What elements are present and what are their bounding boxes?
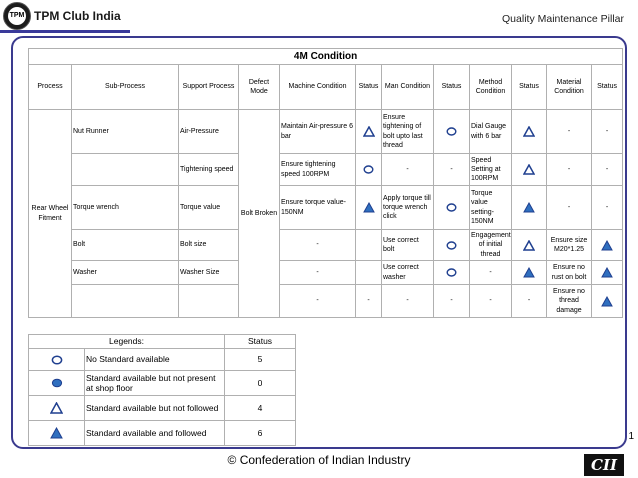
header-man: Man Condition	[382, 65, 434, 110]
status-cell: -	[592, 110, 623, 154]
subprocess-cell: Nut Runner	[72, 110, 179, 154]
legend-count: 4	[225, 396, 296, 421]
status-cell: -	[512, 285, 547, 318]
status-cell	[434, 186, 470, 230]
status-cell	[434, 230, 470, 261]
defect-cell: Bolt Broken	[239, 110, 280, 318]
material-cell: Ensure no rust on bolt	[547, 261, 592, 285]
triangle-filled-icon	[523, 267, 535, 278]
status-cell	[592, 230, 623, 261]
legend-count: 0	[225, 371, 296, 396]
triangle-outline-icon	[363, 126, 375, 137]
legend-status-header: Status	[225, 335, 296, 349]
legend-label: Standard available but not present at shop floor	[85, 371, 225, 396]
method-cell: Speed Setting at 100RPM	[470, 154, 512, 186]
page-number: 1	[628, 431, 634, 442]
legend-count: 6	[225, 421, 296, 446]
status-cell	[356, 230, 382, 261]
support-cell: Tightening speed	[179, 154, 239, 186]
header-defect: Defect Mode	[239, 65, 280, 110]
man-cell: -	[382, 285, 434, 318]
header-material: Material Condition	[547, 65, 592, 110]
machine-cell: -	[280, 230, 356, 261]
circle-outline-icon	[446, 268, 457, 277]
triangle-outline-icon	[523, 240, 535, 251]
header-accent-bar	[0, 30, 130, 33]
circle-outline-icon	[446, 241, 457, 250]
support-cell	[179, 285, 239, 318]
triangle-outline-icon	[523, 164, 535, 175]
status-cell	[356, 154, 382, 186]
table-row	[29, 110, 623, 154]
machine-cell: Maintain Air-pressure 6 bar	[280, 110, 356, 154]
subprocess-cell: Torque wrench	[72, 186, 179, 230]
subprocess-cell	[72, 285, 179, 318]
status-cell	[512, 110, 547, 154]
table-row	[29, 285, 623, 318]
status-cell	[512, 230, 547, 261]
status-cell	[592, 261, 623, 285]
subprocess-cell: Bolt	[72, 230, 179, 261]
status-cell	[356, 110, 382, 154]
legend-label: Standard available but not followed	[85, 396, 225, 421]
support-cell: Washer Size	[179, 261, 239, 285]
man-cell: Apply torque till torque wrench click	[382, 186, 434, 230]
pillar-title: Quality Maintenance Pillar	[502, 13, 624, 25]
material-cell: -	[547, 154, 592, 186]
table-title: 4M Condition	[29, 49, 623, 65]
circle-outline-icon	[51, 355, 63, 365]
triangle-filled-icon	[601, 240, 613, 251]
method-cell: -	[470, 285, 512, 318]
circle-outline-icon	[446, 203, 457, 212]
status-cell	[356, 186, 382, 230]
triangle-filled-icon	[363, 202, 375, 213]
header-status: Status	[512, 65, 547, 110]
method-cell: Dial Gauge with 6 bar	[470, 110, 512, 154]
header-status: Status	[592, 65, 623, 110]
machine-cell: Ensure torque value-150NM	[280, 186, 356, 230]
circle-outline-icon	[446, 127, 457, 136]
man-cell: Use correct bolt	[382, 230, 434, 261]
method-cell: Engagement of initial thread	[470, 230, 512, 261]
subprocess-cell: Washer	[72, 261, 179, 285]
circle-filled-icon	[51, 378, 63, 388]
triangle-filled-icon	[523, 202, 535, 213]
legend-label: No Standard available	[85, 349, 225, 371]
legend-table	[28, 334, 296, 446]
legend-count: 5	[225, 349, 296, 371]
circle-outline-icon	[363, 165, 374, 174]
status-cell: -	[434, 285, 470, 318]
status-cell: -	[592, 186, 623, 230]
status-cell	[434, 261, 470, 285]
header-method: Method Condition	[470, 65, 512, 110]
material-cell: Ensure no thread damage	[547, 285, 592, 318]
table-row	[29, 186, 623, 230]
legend-row	[29, 421, 296, 446]
cii-logo: CII	[584, 454, 624, 476]
condition-table	[28, 48, 623, 318]
man-cell: Ensure tightening of bolt upto last thread	[382, 110, 434, 154]
support-cell: Bolt size	[179, 230, 239, 261]
machine-cell: -	[280, 261, 356, 285]
status-cell	[512, 261, 547, 285]
triangle-outline-icon	[523, 126, 535, 137]
table-row	[29, 154, 623, 186]
club-title: TPM Club India	[34, 9, 121, 23]
status-cell	[434, 110, 470, 154]
support-cell: Air-Pressure	[179, 110, 239, 154]
legend-label: Standard available and followed	[85, 421, 225, 446]
table-row	[29, 261, 623, 285]
header-support: Support Process	[179, 65, 239, 110]
material-cell: -	[547, 110, 592, 154]
triangle-filled-icon	[601, 267, 613, 278]
man-cell: -	[382, 154, 434, 186]
status-cell: -	[356, 285, 382, 318]
legend-row	[29, 396, 296, 421]
status-cell	[512, 154, 547, 186]
header-subprocess: Sub-Process	[72, 65, 179, 110]
man-cell: Use correct washer	[382, 261, 434, 285]
status-cell: -	[592, 154, 623, 186]
triangle-filled-icon	[601, 296, 613, 307]
header-process: Process	[29, 65, 72, 110]
status-cell: -	[434, 154, 470, 186]
legend-icon-cell	[29, 421, 85, 446]
triangle-outline-icon	[50, 402, 63, 414]
process-cell: Rear Wheel Fitment	[29, 110, 72, 318]
material-cell: Ensure size M20*1.25	[547, 230, 592, 261]
tpm-logo-text: TPM	[8, 7, 26, 25]
status-cell	[356, 261, 382, 285]
legend-icon-cell	[29, 371, 85, 396]
support-cell: Torque value	[179, 186, 239, 230]
header-machine: Machine Condition	[280, 65, 356, 110]
legend-icon-cell	[29, 349, 85, 371]
status-cell	[592, 285, 623, 318]
triangle-filled-icon	[50, 427, 63, 439]
machine-cell: Ensure tightening speed 100RPM	[280, 154, 356, 186]
header-status: Status	[356, 65, 382, 110]
subprocess-cell	[72, 154, 179, 186]
status-cell	[512, 186, 547, 230]
legend-row	[29, 349, 296, 371]
tpm-logo	[3, 2, 31, 30]
method-cell: -	[470, 261, 512, 285]
table-row	[29, 230, 623, 261]
material-cell: -	[547, 186, 592, 230]
footer-copyright: © Confederation of Indian Industry	[227, 453, 411, 467]
legend-icon-cell	[29, 396, 85, 421]
machine-cell: -	[280, 285, 356, 318]
legend-header: Legends:	[29, 335, 225, 349]
legend-row	[29, 371, 296, 396]
method-cell: Torque value setting-150NM	[470, 186, 512, 230]
header-status: Status	[434, 65, 470, 110]
